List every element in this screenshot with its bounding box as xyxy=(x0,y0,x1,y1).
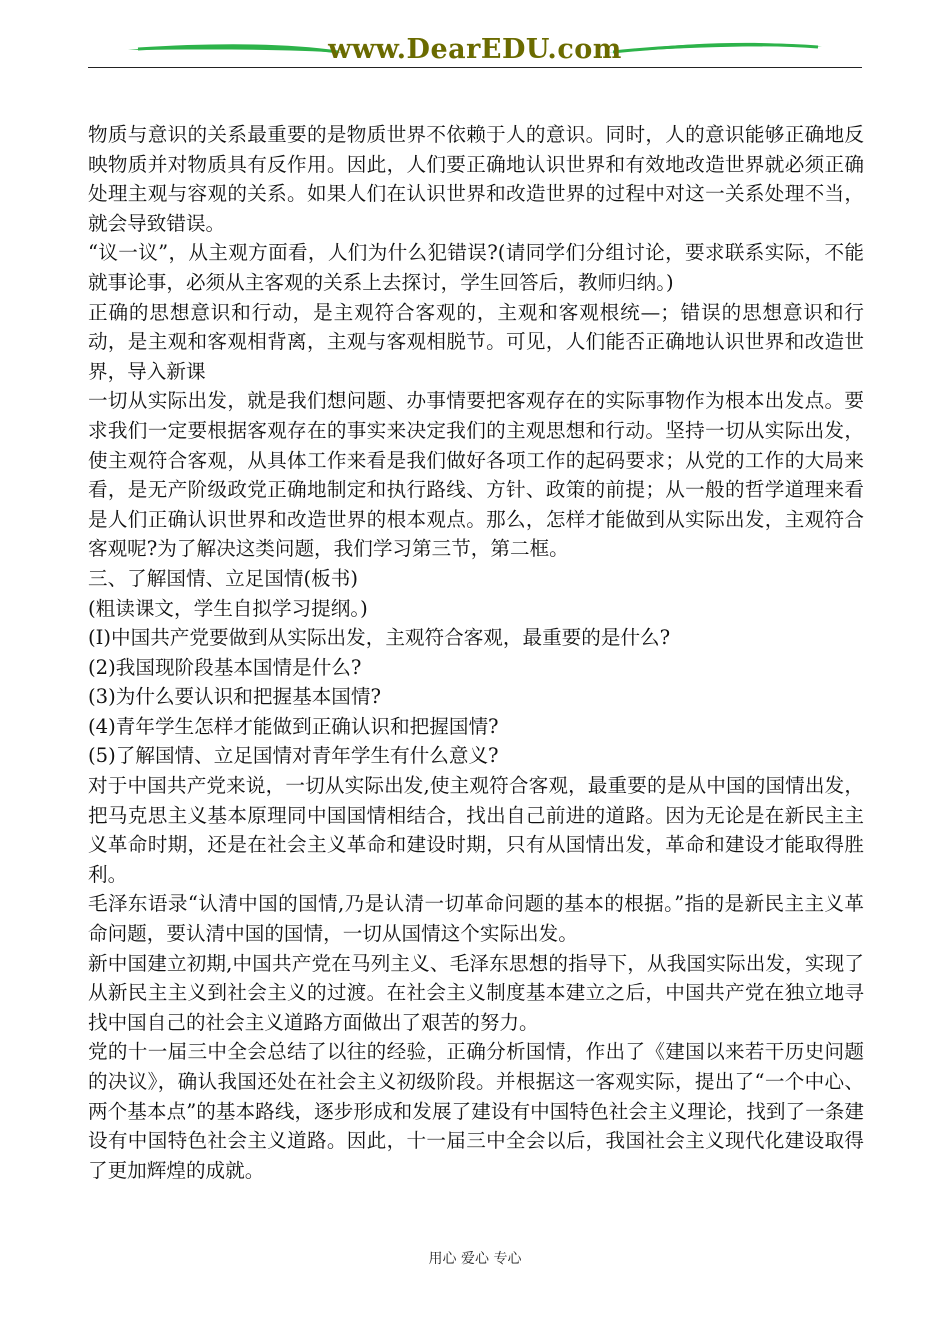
question-item: (I)中国共产党要做到从实际出发，主观符合客观，最重要的是什么? xyxy=(88,626,671,650)
question-item: (5)了解国情、立足国情对青年学生有什么意义? xyxy=(88,744,499,768)
site-logo-text: www.DearEDU.com xyxy=(328,34,622,65)
paragraph: (粗读课文，学生自拟学习提纲。) xyxy=(88,596,368,620)
paragraph: 对于中国共产党来说，一切从实际出发,使主观符合客观，最重要的是从中国的国情出发，把马克思主义基本原理同中国国情相结合，找出自己前进的道路。因为无论是在新民主主义革命时期，还是在社会主义革命和建设时期，只有从国情出发，革命和建设才能取得胜利。 xyxy=(88,774,864,886)
question-item: (4)青年学生怎样才能做到正确认识和把握国情? xyxy=(88,714,499,738)
paragraph: 毛泽东语录“认清中国的国情,乃是认清一切革命问题的基本的根据。”指的是新民主主义革命问题，要认清中国的国情，一切从国情这个实际出发。 xyxy=(88,892,864,946)
page-header xyxy=(88,30,862,70)
paragraph: 物质与意识的关系最重要的是物质世界不依赖于人的意识。同时，人的意识能够正确地反映物质并对物质具有反作用。因此，人们要正确地认识世界和有效地改造世界就必须正确处理主观与容观的关系。如果人们在认识世界和改造世界的过程中对这一关系处理不当，就会导致错误。 xyxy=(88,123,864,235)
paragraph: 一切从实际出发，就是我们想问题、办事情要把客观存在的实际事物作为根本出发点。要求我们一定要根据客观存在的事实来决定我们的主观思想和行动。坚持一切从实际出发，使主观符合客观，从具体工作来看是我们做好各项工作的起码要求；从党的工作的大局来看，是无产阶级政党正确地制定和执行路线、方针、政策的前提；从一般的哲学道理来看是人们正确认识世界和改造世界的根本观点。那么，怎样才能做到从实际出发，主观符合客观呢?为了解决这类问题，我们学习第三节，第二框。 xyxy=(88,389,864,561)
paragraph: 党的十一届三中全会总结了以往的经验，正确分析国情，作出了《建国以来若干历史问题的决议》，确认我国还处在社会主义初级阶段。并根据这一客观实际，提出了“一个中心、两个基本点”的基本路线，逐步形成和发展了建设有中国特色社会主义理论，找到了一条建设有中国特色社会主义道路。因此，十一届三中全会以后，我国社会主义现代化建设取得了更加辉煌的成就。 xyxy=(88,1040,864,1182)
paragraph: 正确的思想意识和行动，是主观符合客观的，主观和客观根统—；错误的思想意识和行动，是主观和客观相背离，主观与客观相脱节。可见，人们能否正确地认识世界和改造世界，导入新课 xyxy=(88,300,864,383)
question-item: (2)我国现阶段基本国情是什么? xyxy=(88,655,362,679)
question-item: (3)为什么要认识和把握基本国情? xyxy=(88,685,381,709)
header-divider xyxy=(88,67,862,68)
paragraph: “议一议”，从主观方面看，人们为什么犯错误?(请同学们分组讨论，要求联系实际，不能就事论事，必须从主客观的关系上去探讨，学生回答后，教师归纳。) xyxy=(88,241,864,294)
paragraph: 新中国建立初期,中国共产党在马列主义、毛泽东思想的指导下，从我国实际出发，实现了从新民主主义到社会主义的过渡。在社会主义制度基本建立之后，中国共产党在独立地寻找中国自己的社会主义道路方面做出了艰苦的努力。 xyxy=(88,951,864,1034)
document-body xyxy=(88,120,864,1185)
page-footer: 用心 爱心 专心 xyxy=(428,1251,522,1267)
section-heading: 三、了解国情、立足国情(板书) xyxy=(88,566,359,590)
